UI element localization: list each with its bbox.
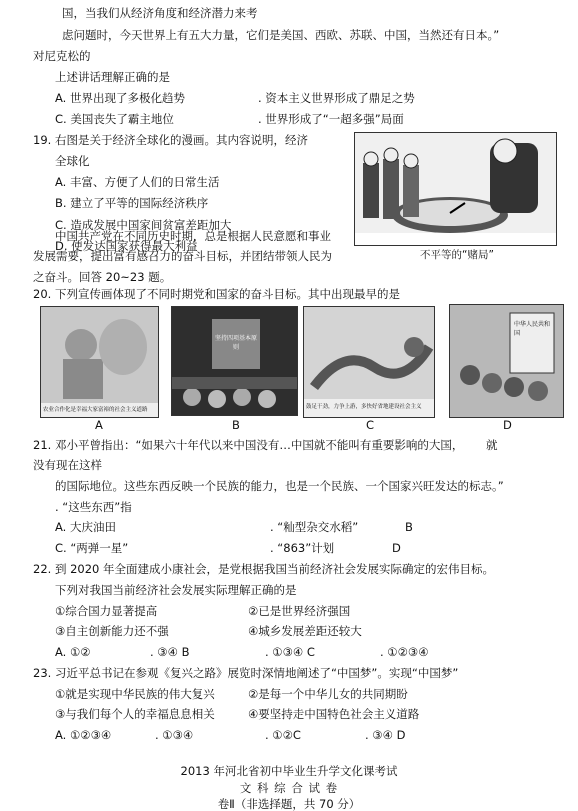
q19-option-c[interactable]: C. 造成发展中国家间贫富差距加大: [55, 218, 232, 232]
q22-item-3: ③自主创新能力还不强: [55, 624, 169, 638]
q23-answer-b[interactable]: . ①③④: [155, 728, 194, 742]
q22-answer-a[interactable]: A. ①②: [55, 645, 91, 659]
q22-answer-c[interactable]: . ①③④ C: [265, 645, 315, 659]
q21-option-d[interactable]: . “863”计划: [270, 541, 335, 555]
poster-a: [40, 306, 159, 418]
q22-item-1: ①综合国力显著提高: [55, 604, 158, 618]
poster-c-slogan: 鼓足干劲，力争上游，多快好省地建设社会主义: [306, 404, 422, 410]
poster-b: [171, 306, 298, 416]
poster-c-drawing: [304, 307, 434, 417]
poster-d-slogan: 中华人民共和国: [514, 321, 551, 337]
poster-a-label[interactable]: A: [95, 418, 103, 432]
q21-stem-line1: 21. 邓小平曾指出：“如果六十年代以来中国没有…中国就不能叫有重要影响的大国，: [33, 438, 464, 452]
q23-item-2: ②是每一个中华儿女的共同期盼: [248, 687, 408, 701]
poster-a-drawing: [41, 307, 158, 417]
q22-stem-line1: 22. 到 2020 年全面建成小康社会，是党根据我国当前经济社会发展实际确定的宏伟目标。: [33, 562, 495, 576]
q18-option-b[interactable]: . 资本主义世界形成了鼎足之势: [258, 91, 415, 105]
q23-item-4: ④要坚持走中国特色社会主义道路: [248, 707, 420, 721]
cartoon-caption: 不平等的“赌局”: [420, 249, 494, 261]
q18-stem-line1: 国，当我们从经济角度和经济潜力来考: [62, 6, 258, 20]
q21-option-a[interactable]: A. 大庆油田: [55, 520, 116, 534]
q23-stem: 23. 习近平总书记在参观《复兴之路》展览时深情地阐述了“中国梦”。实现“中国梦”: [33, 666, 459, 680]
q19-stem-line1: 19. 右图是关于经济全球化的漫画。其内容说明，经济: [33, 133, 308, 147]
poster-b-label[interactable]: B: [232, 418, 240, 432]
poster-b-slogan: 坚持四项基本原则: [214, 335, 257, 351]
q22-stem-line2: 下列对我国当前经济社会发展实际理解正确的是: [55, 583, 297, 597]
q19-option-a[interactable]: A. 丰富、方便了人们的日常生活: [55, 175, 220, 189]
poster-c-label[interactable]: C: [366, 418, 375, 432]
q22-answer-d[interactable]: . ①②③④: [380, 645, 429, 659]
q18-stem-line2: 虑问题时，今天世界上有五大力量，它们是美国、西欧、苏联、中国，当然还有日本。”: [62, 28, 500, 42]
q22-answer-b[interactable]: . ③④ B: [150, 645, 190, 659]
q18-option-c[interactable]: C. 美国丧失了霸主地位: [55, 112, 174, 126]
q19-stem-line2: 全球化: [55, 154, 90, 168]
intro-line3: 之奋斗。回答 20~23 题。: [33, 270, 172, 284]
q18-question: 上述讲话理解正确的是: [55, 70, 170, 84]
q21-option-b[interactable]: . “籼型杂交水稻”: [270, 520, 359, 534]
q18-option-d[interactable]: . 世界形成了“一超多强”局面: [258, 112, 404, 126]
q22-item-4: ④城乡发展差距还较大: [248, 624, 362, 638]
q21-option-b-letter: B: [405, 520, 413, 534]
q18-option-a[interactable]: A. 世界出现了多极化趋势: [55, 91, 185, 105]
q23-answer-a[interactable]: A. ①②③④: [55, 728, 112, 742]
cartoon-drawing: [355, 133, 556, 245]
poster-a-slogan: 农业合作化是幸福大家富裕的社会主义道路: [43, 407, 148, 413]
q23-answer-d[interactable]: . ③④ D: [365, 728, 406, 742]
q21-option-d-letter: D: [392, 541, 401, 555]
q23-answer-c[interactable]: . ①②C: [265, 728, 301, 742]
q18-stem-line3: 对尼克松的: [33, 49, 91, 63]
q23-item-1: ①就是实现中华民族的伟大复兴: [55, 687, 215, 701]
q21-stem-line3: 的国际地位。这些东西反映一个民族的能力，也是一个民族、一个国家兴旺发达的标志。”: [55, 479, 504, 493]
q19-option-d[interactable]: D. 使发达国家获得最大利益: [55, 239, 198, 253]
poster-d: [449, 304, 564, 418]
q20-stem: 20. 下列宣传画体现了不同时期党和国家的奋斗目标。其中出现最早的是: [33, 287, 400, 301]
footer-exam-title: 2013 年河北省初中毕业生升学文化课考试: [180, 764, 398, 778]
poster-d-label[interactable]: D: [503, 418, 512, 432]
q21-stem-line1b: 就: [486, 438, 498, 452]
q21-stem-line4: . “这些东西”指: [55, 500, 132, 514]
q23-item-3: ③与我们每个人的幸福息息相关: [55, 707, 215, 721]
poster-b-drawing: [172, 307, 297, 415]
q21-stem-line2: 没有现在这样: [33, 458, 102, 472]
q22-item-2: ②已是世界经济强国: [248, 604, 351, 618]
q21-option-c[interactable]: C. “两弹一星”: [55, 541, 129, 555]
footer-paper-name: 文 科 综 合 试 卷: [239, 781, 339, 795]
poster-c: [303, 306, 435, 418]
q19-option-b[interactable]: B. 建立了平等的国际经济秩序: [55, 196, 209, 210]
intro-line2: 发展需要，提出富有感召力的奋斗目标，并团结带领人民为: [33, 249, 332, 263]
intro-line1: 中国共产党在不同历史时期，总是根据人民意愿和事业: [55, 229, 331, 243]
cartoon-image: [354, 132, 557, 246]
footer-section: 卷Ⅱ（非选择题，共 70 分）: [217, 797, 361, 811]
